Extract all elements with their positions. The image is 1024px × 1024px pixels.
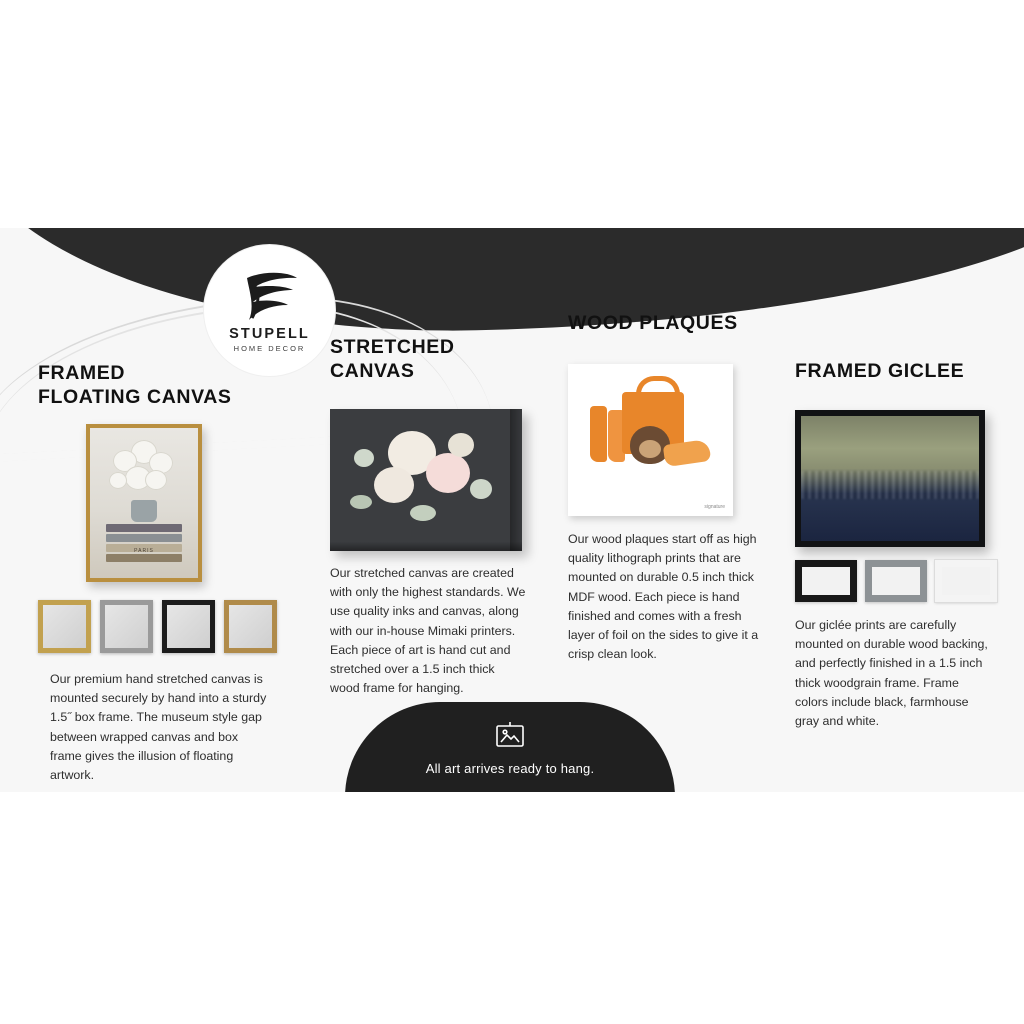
swatch-black[interactable] [162,600,215,653]
product-info-banner [0,228,1024,792]
column-1-title-line2: FLOATING CANVAS [38,385,232,408]
framed-giclee-artwork [795,410,985,547]
stacked-books-illustration [106,522,182,562]
wood-plaque-artwork [568,364,733,516]
giclee-frame-swatches [795,560,997,602]
column-wood-plaques [568,312,764,662]
column-1-description: Our premium hand stretched canvas is mounted securely by hand into a sturdy 1.5˝ box frame. The museum style gap between wrapped canvas and box frame gives the illusion of floating artwork. [50,672,267,783]
framed-floating-canvas-artwork [86,424,202,582]
boot-left-shape [590,406,607,462]
ready-to-hang-banner [345,702,675,792]
brand-logo-badge [204,245,335,376]
swatch-gold[interactable] [38,600,91,653]
brand-tagline: HOME DECOR [233,344,306,353]
column-3-title-line1: WOOD PLAQUES [568,312,738,334]
column-4-description: Our giclée prints are carefully mounted on durable wood backing, and perfectly finished in a 1.5 inch thick woodgrain frame. Frame colors include black, farmhouse gray and white. [795,618,988,729]
swatch-gray[interactable] [100,600,153,653]
column-stretched-canvas [330,336,535,696]
frame-swatch-white[interactable] [935,560,997,602]
frame-swatch-black[interactable] [795,560,857,602]
bouquet-illustration [107,440,181,502]
framed-picture-icon [345,720,675,755]
frame-color-swatches [38,600,277,653]
column-3-title [568,312,764,336]
column-2-title-line1: STRETCHED [330,336,455,358]
column-framed-giclee [795,360,995,729]
ready-to-hang-text: All art arrives ready to hang. [425,761,595,776]
artwork-caption: PARIS [134,548,154,554]
artist-signature: signature [704,504,725,510]
column-2-description: Our stretched canvas are created with only the highest standards. We use quality inks and canvas, along with our in-house Mimaki printers. Each piece of art is hand cut and stretched over a 1.5 inch thick wood frame for hanging. [330,566,526,696]
brand-name: STUPELL [229,326,310,342]
column-4-title-line1: FRAMED GICLEE [795,360,965,382]
column-2-title-line2: CANVAS [330,359,415,382]
column-4-title [795,360,995,384]
vase-shape [131,500,157,522]
swatch-bronze[interactable] [224,600,277,653]
column-2-title [330,336,535,384]
swoosh-s-logo-icon [239,268,301,324]
column-1-title-line1: FRAMED [38,362,126,384]
column-3-description: Our wood plaques start off as high quality lithograph prints that are mounted on durable 0.5 inch thick MDF wood. Each piece is hand finished and comes with a fresh layer of foil on the sides to give it a crisp clean look. [568,532,759,662]
column-1-title [38,362,288,410]
frame-swatch-farmhouse-gray[interactable] [865,560,927,602]
column-framed-floating-canvas [38,362,288,783]
stretched-canvas-artwork [330,409,522,551]
